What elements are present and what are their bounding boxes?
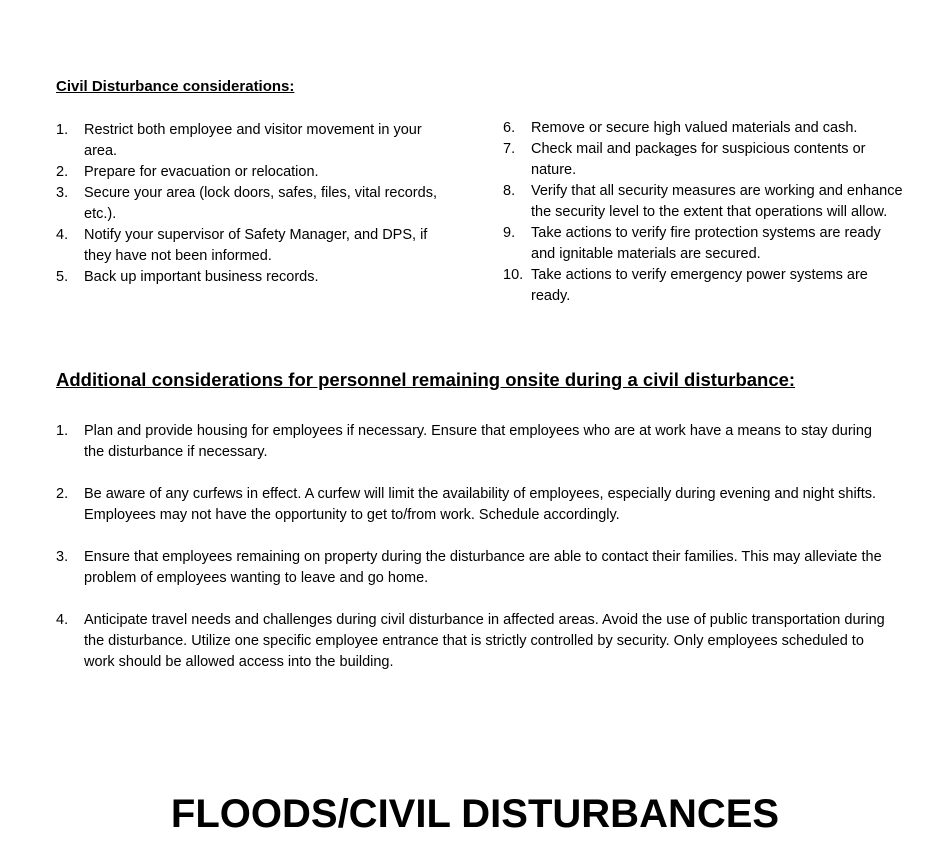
- list-item-number: 9.: [503, 225, 516, 241]
- list-item: [56, 610, 896, 673]
- list-item-text: Check mail and packages for suspicious contents or nature.: [531, 141, 866, 178]
- list-item: [56, 162, 451, 183]
- list-item: [503, 118, 903, 139]
- list-item-number: 1.: [56, 122, 69, 138]
- list-item-text: Verify that all security measures are working and enhance the security level to the extent that operations will allow.: [531, 183, 903, 220]
- list-item-text: Back up important business records.: [84, 269, 319, 285]
- list-item-text: Take actions to verify fire protection systems are ready and ignitable materials are secured.: [531, 225, 881, 262]
- list-item-number: 1.: [56, 423, 69, 439]
- list-item-text: Plan and provide housing for employees if necessary. Ensure that employees who are at work have a means to stay during the disturbance if necessary.: [84, 423, 872, 460]
- list-item-text: Take actions to verify emergency power systems are ready.: [531, 267, 868, 304]
- list-item-number: 7.: [503, 141, 516, 157]
- list-item-text: Secure your area (lock doors, safes, files, vital records, etc.).: [84, 185, 437, 222]
- list-item-number: 2.: [56, 164, 69, 180]
- list-item: [56, 547, 896, 589]
- list-item-text: Prepare for evacuation or relocation.: [84, 164, 319, 180]
- list-item-text: Anticipate travel needs and challenges during civil disturbance in affected areas. Avoid the use of public transportation during the disturbance. Utilize one specific employee entrance that is strictly controlled by security. Only employees scheduled to work should be allowed access into the building.: [84, 612, 885, 670]
- list-item: [56, 421, 896, 463]
- list-item-number: 2.: [56, 486, 69, 502]
- list-item-number: 8.: [503, 183, 516, 199]
- list-item-number: 4.: [56, 227, 69, 243]
- civil-considerations-list-right: [503, 118, 903, 307]
- list-item: [503, 139, 903, 181]
- list-item-text: Notify your supervisor of Safety Manager, and DPS, if they have not been informed.: [84, 227, 428, 264]
- list-item: [503, 181, 903, 223]
- civil-considerations-list-left: [56, 120, 451, 288]
- additional-considerations-list: [56, 421, 896, 694]
- list-item-number: 3.: [56, 549, 69, 565]
- list-item-text: Be aware of any curfews in effect. A curfew will limit the availability of employees, especially during evening and night shifts. Employees may not have the opportunity to get to/from work. Schedule accordingly.: [84, 486, 876, 523]
- list-item-text: Ensure that employees remaining on property during the disturbance are able to contact their families. This may alleviate the problem of employees wanting to leave and go home.: [84, 549, 882, 586]
- list-item-number: 4.: [56, 612, 69, 628]
- list-item: [56, 183, 451, 225]
- list-item: [503, 265, 903, 307]
- page-title: FLOODS/CIVIL DISTURBANCES: [170, 792, 780, 836]
- list-item: [56, 120, 451, 162]
- list-item: [56, 484, 896, 526]
- civil-disturbance-heading: Civil Disturbance considerations:: [56, 78, 295, 95]
- additional-considerations-heading: Additional considerations for personnel remaining onsite during a civil disturbance:: [56, 369, 796, 390]
- list-item-number: 5.: [56, 269, 69, 285]
- list-item-number: 3.: [56, 185, 69, 201]
- list-item-number: 10.: [503, 267, 524, 283]
- list-item-text: Restrict both employee and visitor movement in your area.: [84, 122, 422, 159]
- list-item: [56, 267, 451, 288]
- list-item: [56, 225, 451, 267]
- list-item: [503, 223, 903, 265]
- list-item-text: Remove or secure high valued materials and cash.: [531, 120, 858, 136]
- list-item-number: 6.: [503, 120, 516, 136]
